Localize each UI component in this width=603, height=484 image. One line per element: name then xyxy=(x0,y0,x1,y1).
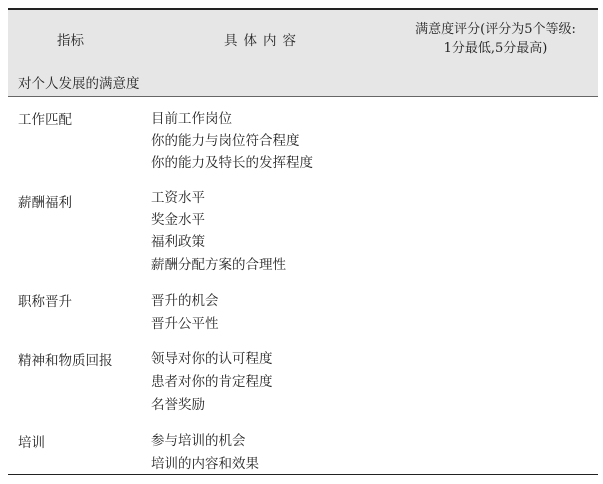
content-item: 福利政策 xyxy=(151,234,205,250)
content-item: 奖金水平 xyxy=(151,212,205,228)
content-item: 目前工作岗位 xyxy=(151,111,232,127)
content-item: 领导对你的认可程度 xyxy=(151,351,273,367)
content-item: 晋升公平性 xyxy=(151,316,219,332)
content-item: 参与培训的机会 xyxy=(151,433,246,449)
table-header xyxy=(8,8,598,69)
table-bottom-rule xyxy=(8,474,598,475)
content-item: 你的能力与岗位符合程度 xyxy=(151,133,300,149)
header-score xyxy=(393,10,598,68)
content-item: 培训的内容和效果 xyxy=(151,456,259,472)
indicator-label: 工作匹配 xyxy=(18,112,72,128)
indicator-label: 精神和物质回报 xyxy=(18,353,113,369)
content-item: 你的能力及特长的发挥程度 xyxy=(151,155,313,171)
content-item: 工资水平 xyxy=(151,190,205,206)
content-item: 名誉奖励 xyxy=(151,397,205,413)
section-row xyxy=(8,66,598,97)
content-item: 薪酬分配方案的合理性 xyxy=(151,257,286,273)
section-title: 对个人发展的满意度 xyxy=(18,76,140,92)
indicator-label: 培训 xyxy=(18,435,45,451)
content-item: 患者对你的肯定程度 xyxy=(151,374,273,390)
content-item: 晋升的机会 xyxy=(151,293,219,309)
header-content: 具体内容 xyxy=(224,33,302,49)
header-score-line1: 满意度评分(评分为5个等级: xyxy=(415,22,576,37)
indicator-label: 薪酬福利 xyxy=(18,195,72,211)
header-indicator: 指标 xyxy=(57,33,84,49)
header-score-line2: 1分最低,5分最高) xyxy=(443,41,548,56)
indicator-label: 职称晋升 xyxy=(18,294,72,310)
